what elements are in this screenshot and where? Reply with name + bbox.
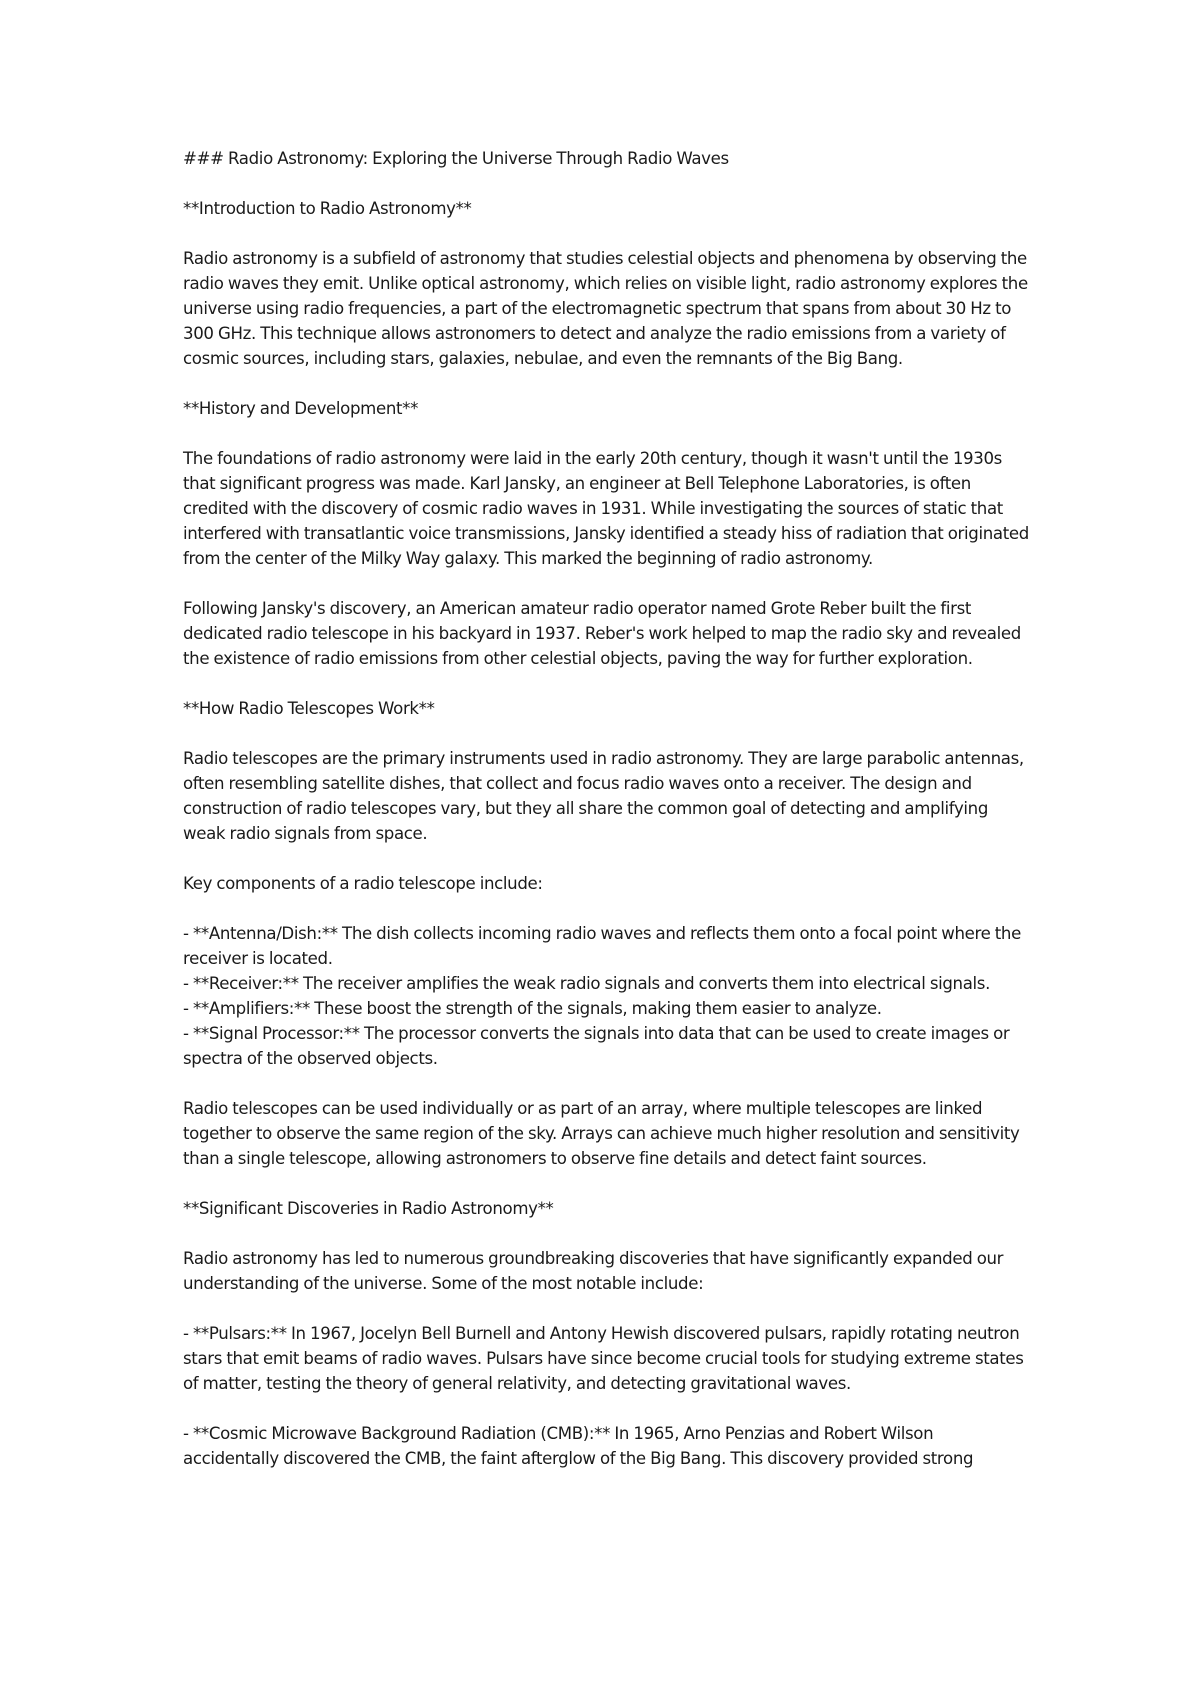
heading-history: **History and Development** (183, 399, 419, 418)
document-title: ### Radio Astronomy: Exploring the Universe Through Radio Waves (183, 149, 729, 168)
paragraph: Key components of a radio telescope include: (183, 874, 543, 893)
list-item: - **Cosmic Microwave Background Radiation (CMB):** In 1965, Arno Penzias and Robert Wilson accidentally discovered the CMB, the faint afterglow of the Big Bang. This discovery provided strong (183, 1424, 974, 1468)
list-item: - **Pulsars:** In 1967, Jocelyn Bell Burnell and Antony Hewish discovered pulsars, rapidly rotating neutron stars that emit beams of radio waves. Pulsars have since become crucial tools for studying extreme states of matter, testing the theory of general relativity, and detecting gravitational waves. (183, 1324, 1024, 1393)
component-list (183, 921, 1033, 1071)
heading-discoveries: **Significant Discoveries in Radio Astronomy** (183, 1199, 554, 1218)
list-item: - **Signal Processor:** The processor converts the signals into data that can be used to create images or spectra of the observed objects. (183, 1024, 1010, 1068)
paragraph: Radio astronomy has led to numerous groundbreaking discoveries that have significantly expanded our understanding of the universe. Some of the most notable include: (183, 1249, 1004, 1293)
paragraph: Following Jansky's discovery, an American amateur radio operator named Grote Reber built the first dedicated radio telescope in his backyard in 1937. Reber's work helped to map the radio sky and revealed the existence of radio emissions from other celestial objects, paving the way for further exploration. (183, 599, 1021, 668)
list-item: - **Receiver:** The receiver amplifies the weak radio signals and converts them into electrical signals. (183, 974, 991, 993)
paragraph: The foundations of radio astronomy were laid in the early 20th century, though it wasn't until the 1930s that significant progress was made. Karl Jansky, an engineer at Bell Telephone Laboratories, is often credited with the discovery of cosmic radio waves in 1931. While investigating the sources of static that interfered with transatlantic voice transmissions, Jansky identified a steady hiss of radiation that originated from the center of the Milky Way galaxy. This marked the beginning of radio astronomy. (183, 449, 1029, 568)
heading-telescopes: **How Radio Telescopes Work** (183, 699, 435, 718)
paragraph: Radio telescopes can be used individually or as part of an array, where multiple telescopes are linked together to observe the same region of the sky. Arrays can achieve much higher resolution and sensitivity than a single telescope, allowing astronomers to observe fine details and detect faint sources. (183, 1099, 1020, 1168)
paragraph: Radio astronomy is a subfield of astronomy that studies celestial objects and phenomena by observing the radio waves they emit. Unlike optical astronomy, which relies on visible light, radio astronomy explores the universe using radio frequencies, a part of the electromagnetic spectrum that spans from about 30 Hz to 300 GHz. This technique allows astronomers to detect and analyze the radio emissions from a variety of cosmic sources, including stars, galaxies, nebulae, and even the remnants of the Big Bang. (183, 249, 1028, 368)
heading-introduction: **Introduction to Radio Astronomy** (183, 199, 472, 218)
list-item: - **Amplifiers:** These boost the strength of the signals, making them easier to analyze. (183, 999, 882, 1018)
document-body (183, 146, 1033, 1496)
list-item: - **Antenna/Dish:** The dish collects incoming radio waves and reflects them onto a focal point where the receiver is located. (183, 924, 1021, 968)
paragraph: Radio telescopes are the primary instruments used in radio astronomy. They are large parabolic antennas, often resembling satellite dishes, that collect and focus radio waves onto a receiver. The design and construction of radio telescopes vary, but they all share the common goal of detecting and amplifying weak radio signals from space. (183, 749, 1024, 843)
